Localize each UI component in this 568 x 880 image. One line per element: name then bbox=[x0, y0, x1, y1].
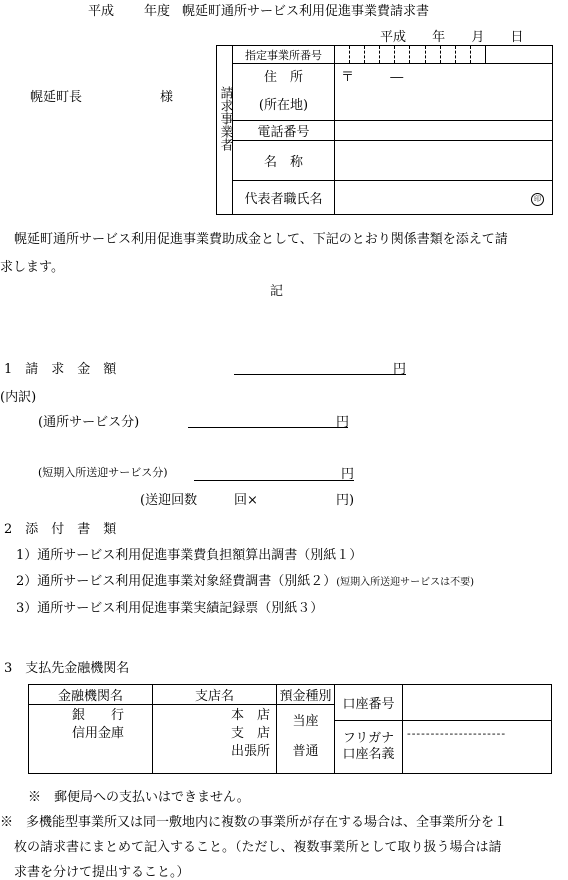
total-yen: 円 bbox=[393, 362, 407, 377]
furigana-label: フリガナ bbox=[342, 731, 395, 746]
attachment-item-3: 3）通所サービス利用促進事業実績記録票（別紙３） bbox=[16, 601, 324, 616]
bank-option-bank: 銀 行 bbox=[71, 708, 124, 723]
intro-line-1: 幌延町通所サービス利用促進事業費助成金として、下記のとおり関係書類を添えて請 bbox=[14, 232, 508, 247]
tanki-yen: 円 bbox=[341, 467, 355, 482]
applicant-side-label: 請求事業者 bbox=[217, 46, 233, 215]
bank-header: 金融機関名 bbox=[29, 685, 153, 705]
furigana-dash-line: --------------------- bbox=[407, 727, 507, 740]
attachment-item-2-note: (短期入所送迎サービスは不要) bbox=[336, 577, 475, 588]
applicant-box bbox=[216, 45, 553, 213]
branch-option-office: 出張所 bbox=[230, 744, 270, 759]
name-field[interactable] bbox=[335, 141, 553, 181]
title-era: 平成 bbox=[88, 4, 115, 19]
note-multi-3: 求書を分けて提出すること。） bbox=[14, 865, 190, 880]
tsusho-amount-line[interactable] bbox=[188, 427, 348, 428]
account-number-label: 口座番号 bbox=[335, 685, 403, 721]
attachment-item-1: 1）通所サービス利用促進事業費負担額算出調書（別紙１） bbox=[16, 548, 363, 563]
phone-label: 電話番号 bbox=[233, 121, 335, 141]
branch-option-main: 本 店 bbox=[230, 708, 270, 723]
type-cell[interactable] bbox=[277, 705, 335, 774]
tsusho-yen: 円 bbox=[336, 415, 350, 430]
address-sub-label: (所在地) bbox=[258, 98, 309, 113]
section2-title: 2 添 付 書 類 bbox=[4, 522, 117, 537]
section1-title: 1 請 求 金 額 bbox=[4, 362, 117, 377]
office-number-field[interactable] bbox=[335, 46, 553, 64]
title-year-label: 年度 bbox=[144, 4, 171, 19]
branch-cell[interactable] bbox=[153, 705, 277, 774]
address-field[interactable] bbox=[335, 64, 553, 121]
tanki-label: (短期入所送迎サービス分) bbox=[38, 466, 168, 479]
branch-option-branch: 支 店 bbox=[230, 726, 270, 741]
note-post-office: ※ 郵便局への支払いはできません。 bbox=[28, 790, 250, 805]
date-line bbox=[380, 26, 523, 45]
bank-cell[interactable] bbox=[29, 705, 153, 774]
name-label: 名 称 bbox=[233, 141, 335, 181]
account-number-field[interactable] bbox=[403, 685, 552, 721]
address-label: 住 所 bbox=[263, 70, 303, 85]
title-text: 幌延町通所サービス利用促進事業費請求書 bbox=[182, 4, 430, 19]
ki-label: 記 bbox=[270, 284, 284, 299]
addressee-honorific: 様 bbox=[160, 90, 174, 105]
type-option-futsu: 普通 bbox=[292, 744, 319, 759]
seal-mark: 印 bbox=[531, 193, 544, 206]
postal-mark: 〒 bbox=[341, 70, 355, 85]
total-amount-line[interactable] bbox=[234, 374, 406, 375]
count-open: (送迎回数 bbox=[140, 493, 198, 508]
representative-field[interactable] bbox=[335, 181, 553, 215]
date-era: 平成 bbox=[380, 30, 407, 45]
count-times: 回× bbox=[234, 493, 258, 508]
bank-option-shinkin: 信用金庫 bbox=[71, 726, 124, 741]
page-title bbox=[88, 0, 429, 19]
intro-line-2: 求します。 bbox=[0, 260, 64, 275]
holder-label-cell bbox=[335, 721, 403, 774]
address-label-cell bbox=[233, 64, 335, 121]
note-multi-1: ※ 多機能型事業所又は同一敷地内に複数の事業所が存在する場合は、全事業所分を１ bbox=[0, 815, 508, 830]
type-header: 預金種別 bbox=[277, 685, 335, 705]
holder-field[interactable] bbox=[403, 721, 552, 774]
attachment-item-2-text: 2）通所サービス利用促進事業対象経費調書（別紙２） bbox=[16, 574, 337, 589]
tanki-amount-line[interactable] bbox=[194, 480, 354, 481]
holder-label: 口座名義 bbox=[342, 747, 395, 762]
type-option-toza: 当座 bbox=[292, 714, 319, 729]
date-year: 年 bbox=[432, 30, 446, 45]
bank-table bbox=[28, 684, 552, 773]
count-close: 円) bbox=[336, 493, 355, 508]
branch-header: 支店名 bbox=[153, 685, 277, 705]
postal-dash: ― bbox=[390, 70, 404, 85]
date-month: 月 bbox=[471, 30, 485, 45]
attachment-item-2 bbox=[16, 570, 474, 589]
section3-title: 3 支払先金融機関名 bbox=[4, 661, 130, 676]
phone-field[interactable] bbox=[335, 121, 553, 141]
representative-label: 代表者職氏名 bbox=[233, 181, 335, 215]
note-multi-2: 枚の請求書にまとめて記入すること。（ただし、複数事業所として取り扱う場合は請 bbox=[14, 840, 502, 855]
date-day: 日 bbox=[510, 30, 524, 45]
tsusho-label: (通所サービス分) bbox=[38, 415, 140, 430]
addressee-name: 幌延町長 bbox=[30, 90, 83, 105]
breakdown-label: (内訳) bbox=[0, 390, 37, 405]
office-number-label: 指定事業所番号 bbox=[233, 46, 335, 64]
